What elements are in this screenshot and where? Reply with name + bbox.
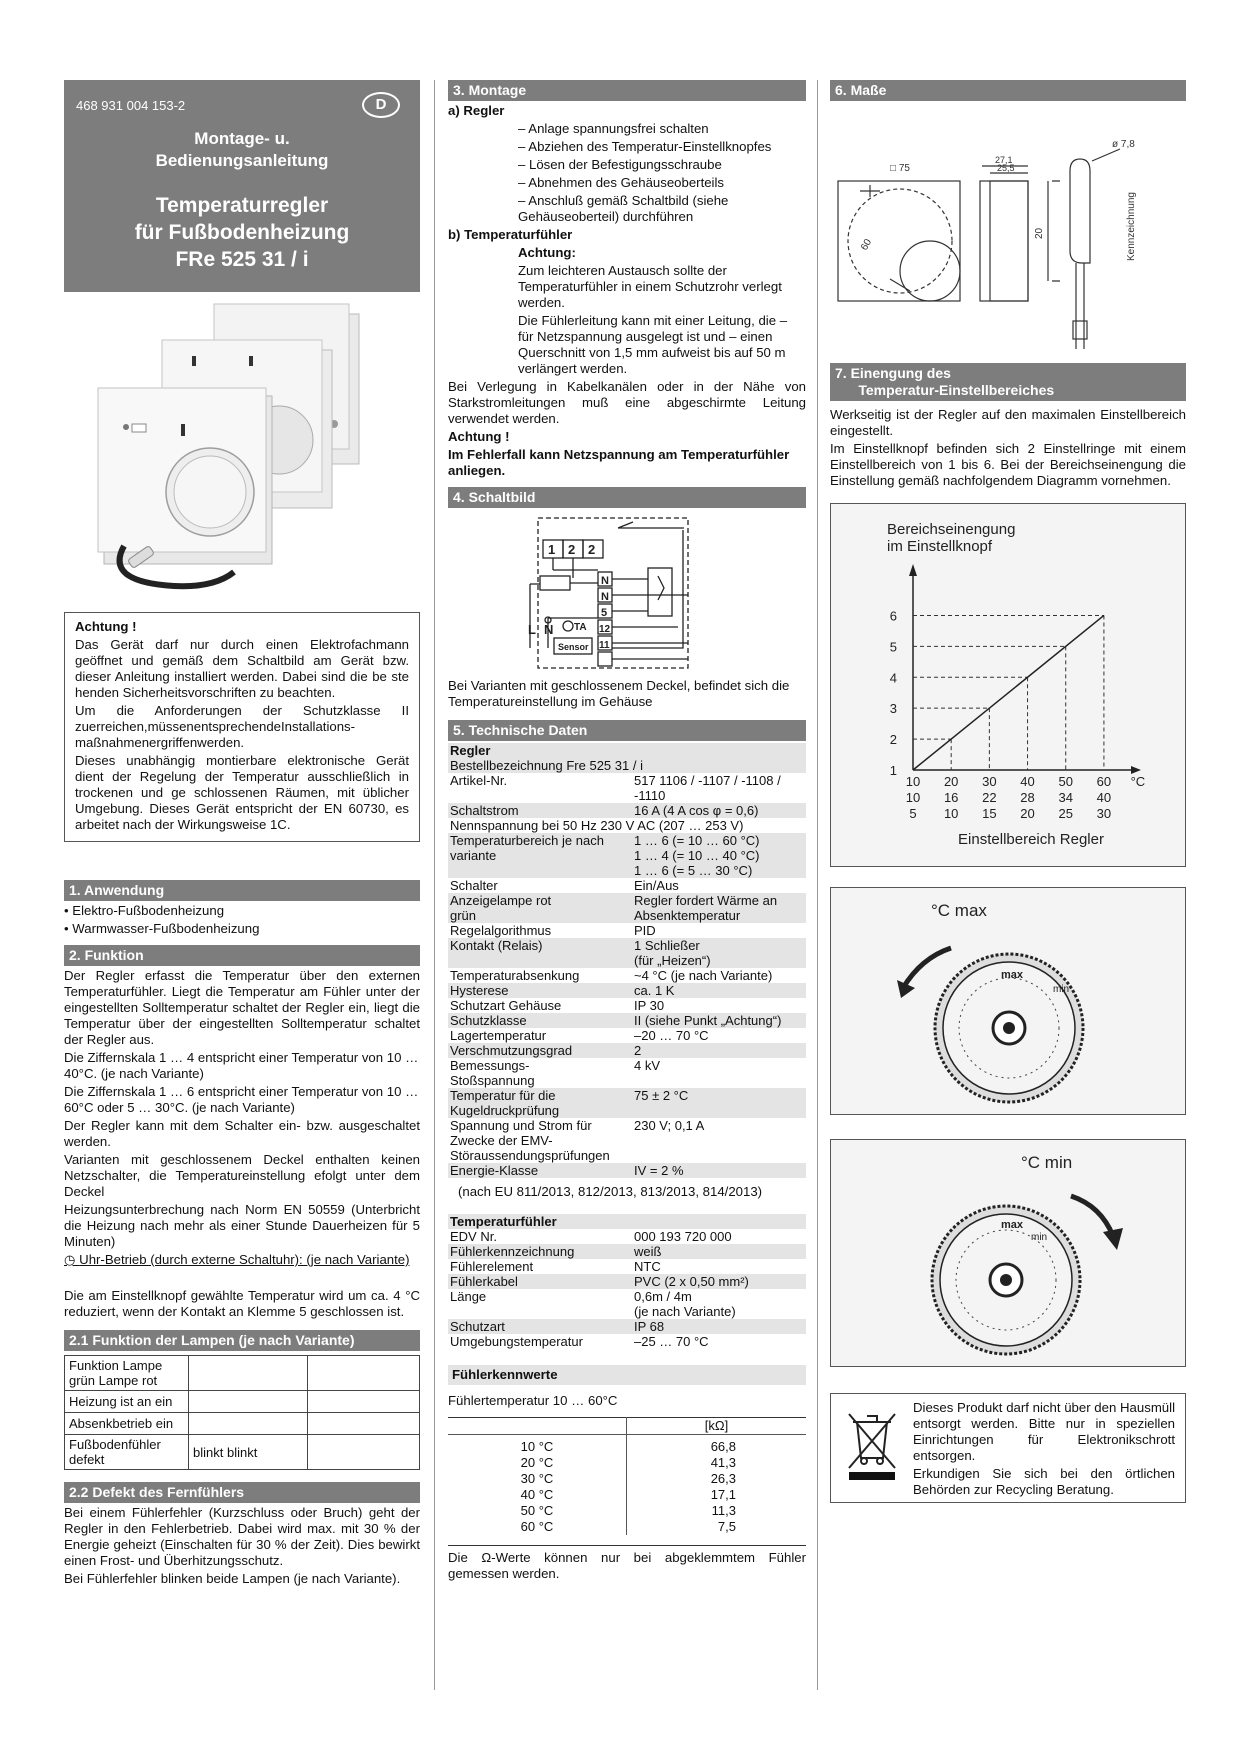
paragraph: Die Ω-Werte können nur bei abgeklemmtem Fühler gemessen werden. (448, 1545, 806, 1582)
table-row (65, 1356, 420, 1391)
subheading: a) Regler (448, 103, 505, 118)
table-row (448, 878, 806, 893)
x-tick-label: °C (1130, 774, 1146, 789)
kennwerte-subtitle: Fühlertemperatur 10 … 60°C (448, 1393, 618, 1408)
terminal-label: N (601, 591, 609, 603)
dimension-label: ø 7,8 (1112, 139, 1135, 150)
paragraph: Bei Verlegung in Kabelkanälen oder in der Nähe von Starkstromleitungen muß eine abgeschirmte Leitung verwendet werden. (448, 379, 806, 426)
knob-inner-label: min (1031, 1232, 1048, 1243)
table-cell (308, 1391, 420, 1413)
table-cell: Schaltstrom (450, 803, 519, 818)
paragraph: Bei einem Fühlerfehler (Kurzschluss oder Bruch) geht der Regler in den Fehlerbetrieb. Dabei wird max. mit 30 % der Energie geheizt (Einschalten für 30 % der Zeit). Dies bewirkt einen Frost- und Überhitzungsschutz. (64, 1505, 420, 1568)
knob-ring-label: max (1001, 969, 1024, 981)
warning-title: Achtung ! (75, 619, 137, 634)
table-cell: PID (634, 923, 656, 938)
table-cell: PVC (2 x 0,50 mm²) (634, 1274, 749, 1289)
knob-max-figure (830, 887, 1186, 1115)
table-cell (308, 1413, 420, 1435)
list-item: • Warmwasser-Fußbodenheizung (64, 921, 260, 936)
clock-icon: ◷ (64, 1252, 80, 1267)
table-row (448, 983, 806, 998)
table-cell (308, 1356, 420, 1391)
list-item: – Anschluß gemäß Schaltbild (siehe Gehäuseoberteil) durchführen (518, 193, 729, 224)
wire-label-n: N (544, 622, 554, 637)
column-middle (448, 80, 806, 1584)
table-row (448, 1088, 806, 1118)
section-header-einengung: 7. Einengung des Temperatur-Einstellbereiches (830, 363, 1186, 401)
x-tick-label: 10 (905, 774, 921, 789)
range-chart-box (830, 503, 1186, 867)
sensor-rows (448, 1229, 806, 1349)
table-cell: 517 1106 / -1107 / -1108 / -1110 (634, 773, 781, 803)
list-item: – Abnehmen des Gehäuseoberteils (518, 175, 725, 190)
sensor-notes (448, 245, 806, 377)
table-cell: Absenkbetrieb ein (65, 1413, 189, 1435)
table-cell: Schutzart Gehäuse (450, 998, 562, 1013)
table-row (448, 1439, 806, 1455)
x-tick-label: 5 (909, 806, 917, 821)
table-row (65, 1391, 420, 1413)
warning-text-3: Dieses unabhängig montierbare elektronische Gerät dient der Regelung der Temperatur ausschließlich in trockenen und ge schlossenen Räumen, mit üblicher Umgebung. Dieses Gerät entspricht der EN 60730, es arbeitet nach der Wirkungsweise 1C. (75, 753, 409, 832)
table-cell: 2 (634, 1043, 642, 1058)
table-cell: Anzeigelampe rot grün (450, 893, 552, 923)
dimension-label: 25,5 (997, 163, 1015, 173)
section-header-masse: 6. Maße (830, 80, 1186, 101)
tech-rows (448, 773, 806, 1178)
series-line (913, 615, 1104, 770)
terminal-label: 2 (588, 542, 596, 557)
terminal-label: 12 (599, 624, 611, 635)
paragraph: Die Ziffernskala 1 … 6 entspricht einer Temperatur von 10 … 60°C oder 5 … 30°C. (je nach Variante) (64, 1084, 419, 1115)
table-cell: 30 °C (448, 1471, 627, 1487)
knob-min-illustration (831, 1140, 1185, 1366)
table-cell: weiß (634, 1244, 662, 1259)
unit-header: [kΩ] (704, 1418, 729, 1433)
product-title: Temperaturregler für Fußbodenheizung FRe 525 31 / i (134, 194, 350, 271)
table-cell: Regelalgorithmus (450, 923, 552, 938)
x-tick-label: 15 (982, 806, 997, 821)
table-cell: Funktion Lampe grün Lampe rot (65, 1356, 189, 1391)
table-cell: Länge (450, 1289, 487, 1304)
dimension-label: Kennzeichnung (1126, 192, 1137, 261)
x-tick-label: 34 (1058, 790, 1073, 805)
table-heading: Regler (450, 743, 491, 758)
terminal-label: 2 (568, 542, 576, 557)
table-cell: Ein/Aus (634, 878, 679, 893)
list-item: – Abziehen des Temperatur-Einstellknopfes (518, 139, 772, 154)
eu-note: (nach EU 811/2013, 812/2013, 813/2013, 814/2013) (458, 1184, 763, 1199)
section-header-technische-daten: 5. Technische Daten (448, 720, 806, 741)
table-cell: 000 193 720 000 (634, 1229, 732, 1244)
x-tick-label: 16 (943, 790, 959, 805)
table-cell: Nennspannung bei 50 Hz 230 V AC (207 … 253 V) (450, 818, 744, 833)
table-cell: Fußbodenfühler defekt (65, 1435, 189, 1470)
paragraph: Bei Varianten mit geschlossenem Deckel, befindet sich die Temperatureinstellung im Gehäuse (448, 678, 790, 709)
table-cell: Bemessungs- Stoßspannung (450, 1058, 535, 1088)
table-cell: Lagertemperatur (450, 1028, 547, 1043)
table-row (448, 1289, 806, 1319)
table-cell: IP 30 (634, 998, 665, 1013)
table-cell: blinkt blinkt (189, 1435, 308, 1470)
table-cell: 26,3 (710, 1471, 736, 1486)
subheading: b) Temperaturfühler (448, 227, 573, 242)
table-row (448, 938, 806, 968)
table-cell: NTC (634, 1259, 661, 1274)
warning-text-2: Um die Anforderungen der Schutzklasse II zuerreichen,müssenentsprechendeInstallations-maßnahmenergriffenwerden. (75, 703, 409, 750)
table-cell: Fühlerelement (450, 1259, 534, 1274)
table-cell: 10 °C (448, 1439, 627, 1455)
table-cell: IV = 2 % (634, 1163, 684, 1178)
table-row (448, 818, 806, 833)
table-row (65, 1413, 420, 1435)
wiring-schematic (448, 508, 806, 678)
terminal-label: 5 (601, 607, 608, 619)
table-cell: II (siehe Punkt „Achtung“) (634, 1013, 782, 1028)
wire-label-l: L (528, 622, 536, 637)
dimension-drawing (830, 101, 1186, 363)
dimension-label: 20 (1034, 227, 1045, 239)
y-tick-label: 1 (889, 763, 897, 778)
table-cell: 0,6m / 4m (je nach Variante) (634, 1289, 736, 1319)
table-cell: Hysterese (450, 983, 509, 998)
knob-ring-label: max (1001, 1219, 1024, 1231)
lamp-table (64, 1355, 420, 1470)
title-box (64, 80, 420, 292)
terminal-label: 1 (548, 542, 556, 557)
x-axis-arrow (1131, 766, 1141, 774)
table-cell: 50 °C (448, 1503, 627, 1519)
table-cell: Temperatur für die Kugeldruckprüfung (450, 1088, 560, 1118)
table-cell: Energie-Klasse (450, 1163, 539, 1178)
article-number: 468 931 004 153-2 (76, 98, 186, 113)
dimension-label: 60 (859, 237, 875, 253)
table-row (448, 758, 806, 773)
table-row (448, 1214, 806, 1229)
table-cell: 230 V; 0,1 A (634, 1118, 705, 1133)
paragraph: Heizungsunterbrechung nach Norm EN 50559 (Unterbricht die Heizung nach mehr als einer Stunde Dauerheizen für 5 Minuten) (64, 1202, 420, 1249)
table-row (448, 1028, 806, 1043)
y-tick-label: 3 (889, 701, 897, 717)
list-item: – Lösen der Befestigungsschraube (518, 157, 722, 172)
table-cell: 40 °C (448, 1487, 627, 1503)
table-cell: Schutzklasse (450, 1013, 527, 1028)
dimension-label: 27,1 (995, 155, 1013, 165)
column-divider (434, 80, 435, 1690)
knob-max-illustration (831, 888, 1185, 1114)
x-tick-label: 10 (943, 806, 959, 821)
table-cell: Regler fordert Wärme an Absenktemperatur (634, 893, 778, 923)
y-tick-label: 5 (889, 639, 897, 655)
table-cell: 1 Schließer (für „Heizen“) (634, 938, 711, 968)
table-row (448, 1503, 806, 1519)
table-cell (308, 1435, 420, 1470)
paragraph: Varianten mit geschlossenem Deckel enthalten keinen Netzschalter, die Temperatureinstellung efolgt unter dem Deckel (64, 1152, 420, 1199)
section-header-montage: 3. Montage (448, 80, 806, 101)
chart-title: Bereichseinengung im Einstellknopf (887, 521, 1016, 555)
knob-inner-label: min (1053, 984, 1070, 995)
table-row (448, 968, 806, 983)
table-row (448, 1471, 806, 1487)
table-cell: ca. 1 K (634, 983, 675, 998)
table-cell: Artikel-Nr. (450, 773, 508, 788)
table-cell: 66,8 (710, 1439, 736, 1454)
column-left (64, 80, 420, 1589)
table-cell: Temperaturabsenkung (450, 968, 580, 983)
table-cell: 41,3 (710, 1455, 736, 1470)
y-axis-arrow (909, 564, 917, 576)
paragraph: Der Regler kann mit dem Schalter ein- bzw. ausgeschaltet werden. (64, 1118, 420, 1149)
sensor-label: Sensor (558, 642, 589, 652)
table-row (448, 1334, 806, 1349)
disposal-box (830, 1393, 1186, 1503)
paragraph: Die Ziffernskala 1 … 4 entspricht einer Temperatur von 10 … 40°C. (je nach Variante) (64, 1050, 419, 1081)
table-cell (189, 1413, 308, 1435)
paragraph: Bei Fühlerfehler blinken beide Lampen (je nach Variante). (64, 1571, 401, 1586)
table-row (448, 1244, 806, 1259)
table-cell: 60 °C (448, 1519, 627, 1535)
table-cell: 16 A (4 A cos φ = 0,6) (634, 803, 759, 818)
achtung-label: Achtung: (518, 245, 576, 260)
table-row (448, 1043, 806, 1058)
table-row (448, 833, 806, 878)
section-header-anwendung: 1. Anwendung (64, 880, 420, 901)
table-row (448, 1455, 806, 1471)
warning-box (64, 612, 420, 842)
paragraph: Im Einstellknopf befinden sich 2 Einstellringe mit einem Einstellbereich von 1 bis 6. Bei der Bereichseinengung die Einstellung gemäß nachfolgendem Diagramm vornehmen. (830, 441, 1186, 488)
ta-label: TA (574, 622, 587, 633)
x-tick-label: 10 (905, 790, 921, 805)
knob-max-label: °C max (931, 901, 987, 920)
table-row (448, 1013, 806, 1028)
language-badge: D (362, 92, 400, 118)
table-cell: Heizung ist an ein (65, 1391, 189, 1413)
disposal-text (913, 1400, 1175, 1500)
table-cell: Fühlerkabel (450, 1274, 518, 1289)
table-row (448, 1259, 806, 1274)
y-tick-label: 2 (889, 732, 897, 748)
table-cell: 17,1 (710, 1487, 736, 1502)
table-cell: Verschmutzungsgrad (450, 1043, 573, 1058)
table-cell: 1 … 6 (= 10 … 60 °C) 1 … 4 (= 10 … 40 °C) 1 … 6 (= 5 … 30 °C) (634, 833, 760, 878)
crossed-bin-icon (843, 1408, 901, 1482)
x-tick-label: 20 (1020, 806, 1035, 821)
section-header-schaltbild: 4. Schaltbild (448, 487, 806, 508)
table-row (448, 1274, 806, 1289)
manual-subtitle: Montage- u. Bedienungsanleitung (155, 129, 329, 170)
table-cell (189, 1356, 308, 1391)
x-tick-label: 40 (1096, 790, 1112, 805)
section-header-funktion: 2. Funktion (64, 945, 420, 966)
knob-min-label: °C min (1021, 1153, 1073, 1172)
x-tick-label: 25 (1058, 806, 1073, 821)
table-cell: Spannung und Strom für Zwecke der EMV-Störaussendungsprüfungen (450, 1118, 610, 1163)
paragraph: Zum leichteren Austausch sollte der Temperaturfühler in einem Schutzrohr verlegt werden. (518, 263, 782, 310)
product-photo (64, 292, 420, 610)
paragraph: Dieses Produkt darf nicht über den Hausmüll entsorgt werden. Bitte nur in speziellen Einrichtungen für Elektronikschrott entsorgen. (913, 1400, 1175, 1463)
x-tick-label: 40 (1020, 774, 1035, 789)
x-tick-label: 30 (982, 774, 997, 789)
kenn-rows (448, 1439, 806, 1535)
clock-mode-line (64, 1252, 420, 1268)
warning-text-1: Das Gerät darf nur durch einen Elektrofachmann geöffnet und gemäß dem Schaltbild am Gerät bzw. dieser Anleitung installiert werden. Dabei sind die be ste henden Sicherheitsvorschriften zu beachten. (75, 637, 409, 700)
wiring-diagram (448, 508, 806, 678)
mounting-steps (448, 121, 806, 225)
table-cell: 4 kV (634, 1058, 661, 1073)
table-cell: 7,5 (717, 1519, 736, 1534)
list-item: – Anlage spannungsfrei schalten (518, 121, 709, 136)
table-cell: –20 … 70 °C (634, 1028, 709, 1043)
table-row (448, 803, 806, 818)
table-cell: ~4 °C (je nach Variante) (634, 968, 773, 983)
tech-data-table (448, 743, 806, 1178)
section-header-fernfuehler: 2.2 Defekt des Fernfühlers (64, 1482, 420, 1503)
table-cell: Fühlerkennzeichnung (450, 1244, 575, 1259)
table-cell: EDV Nr. (450, 1229, 497, 1244)
table-cell: 20 °C (448, 1455, 627, 1471)
list-item: • Elektro-Fußbodenheizung (64, 903, 225, 918)
table-row (448, 1519, 806, 1535)
table-cell: 11,3 (711, 1503, 736, 1518)
table-cell (189, 1391, 308, 1413)
x-axis-label: Einstellbereich Regler (958, 831, 1104, 848)
table-cell: –25 … 70 °C (634, 1334, 709, 1349)
y-tick-label: 6 (889, 608, 897, 624)
paragraph: Die am Einstellknopf gewählte Temperatur wird um ca. 4 °C reduziert, wenn der Kontakt an Klemme 5 geschlossen ist. (64, 1288, 420, 1319)
table-cell: IP 68 (634, 1319, 665, 1334)
table-row (448, 1418, 806, 1435)
clock-mode-text: Uhr-Betrieb (durch externe Schaltuhr): (je nach Variante) (79, 1252, 410, 1267)
knob-min-figure (830, 1139, 1186, 1367)
table-row (448, 1163, 806, 1178)
x-tick-label: 30 (1096, 806, 1112, 821)
table-row (448, 1118, 806, 1163)
dimension-sketch (830, 101, 1186, 363)
terminal-label: N (601, 575, 609, 587)
thermostat-illustration (64, 292, 420, 610)
table-row (448, 1058, 806, 1088)
achtung-label: Achtung ! (448, 429, 510, 444)
column-divider (817, 80, 818, 1690)
table-row (448, 998, 806, 1013)
table-row (448, 773, 806, 803)
paragraph: Die Fühlerleitung kann mit einer Leitung, die – für Netzspannung ausgelegt ist und – einen Querschnitt von 1,5 mm aufweist bis auf 50 m verlängert werden. (518, 313, 788, 376)
table-row (65, 1435, 420, 1470)
paragraph: Erkundigen Sie sich bei den örtlichen Behörden zur Recycling Beratung. (913, 1466, 1175, 1497)
dimension-label: □ 75 (890, 163, 910, 174)
table-cell: Temperaturbereich je nach variante (450, 833, 604, 863)
table-row (448, 923, 806, 938)
table-row (448, 1319, 806, 1334)
table-row (448, 1229, 806, 1244)
table-cell: Schutzart (450, 1319, 505, 1334)
table-cell: Schalter (450, 878, 498, 893)
table-cell: 75 ± 2 °C (634, 1088, 689, 1103)
table-cell: Bestellbezeichnung Fre 525 31 / i (450, 758, 643, 773)
table-cell: Umgebungstemperatur (450, 1334, 583, 1349)
terminal-label: 11 (599, 640, 610, 651)
x-tick-label: 50 (1058, 774, 1073, 789)
x-tick-label: 22 (982, 790, 997, 805)
x-tick-label: 20 (943, 774, 959, 789)
table-heading: Temperaturfühler (450, 1214, 557, 1229)
table-cell: Kontakt (Relais) (450, 938, 543, 953)
paragraph: Im Fehlerfall kann Netzspannung am Temperaturfühler anliegen. (448, 447, 790, 478)
x-tick-label: 60 (1096, 774, 1112, 789)
section-header-lampen: 2.1 Funktion der Lampen (je nach Variante) (64, 1330, 420, 1351)
paragraph: Der Regler erfasst die Temperatur über den externen Temperaturfühler. Liegt die Temperatur am Fühler unter der eingestellten Solltemperatur schaltet der Regler ein, liegt die Temperatur über der eingestellten Solltemperatur schaltet der Regler aus. (64, 968, 420, 1047)
sensor-data-table (448, 1214, 806, 1349)
table-row (448, 1487, 806, 1503)
range-chart (831, 504, 1185, 866)
x-tick-label: 28 (1020, 790, 1035, 805)
y-tick-label: 4 (889, 670, 897, 686)
kennwerte-table (448, 1417, 806, 1535)
table-row (448, 743, 806, 758)
paragraph: Werkseitig ist der Regler auf den maximalen Einstellbereich eingestellt. (830, 407, 1186, 438)
kennwerte-heading: Fühlerkennwerte (448, 1365, 806, 1385)
table-row (448, 893, 806, 923)
column-right (830, 80, 1186, 1503)
